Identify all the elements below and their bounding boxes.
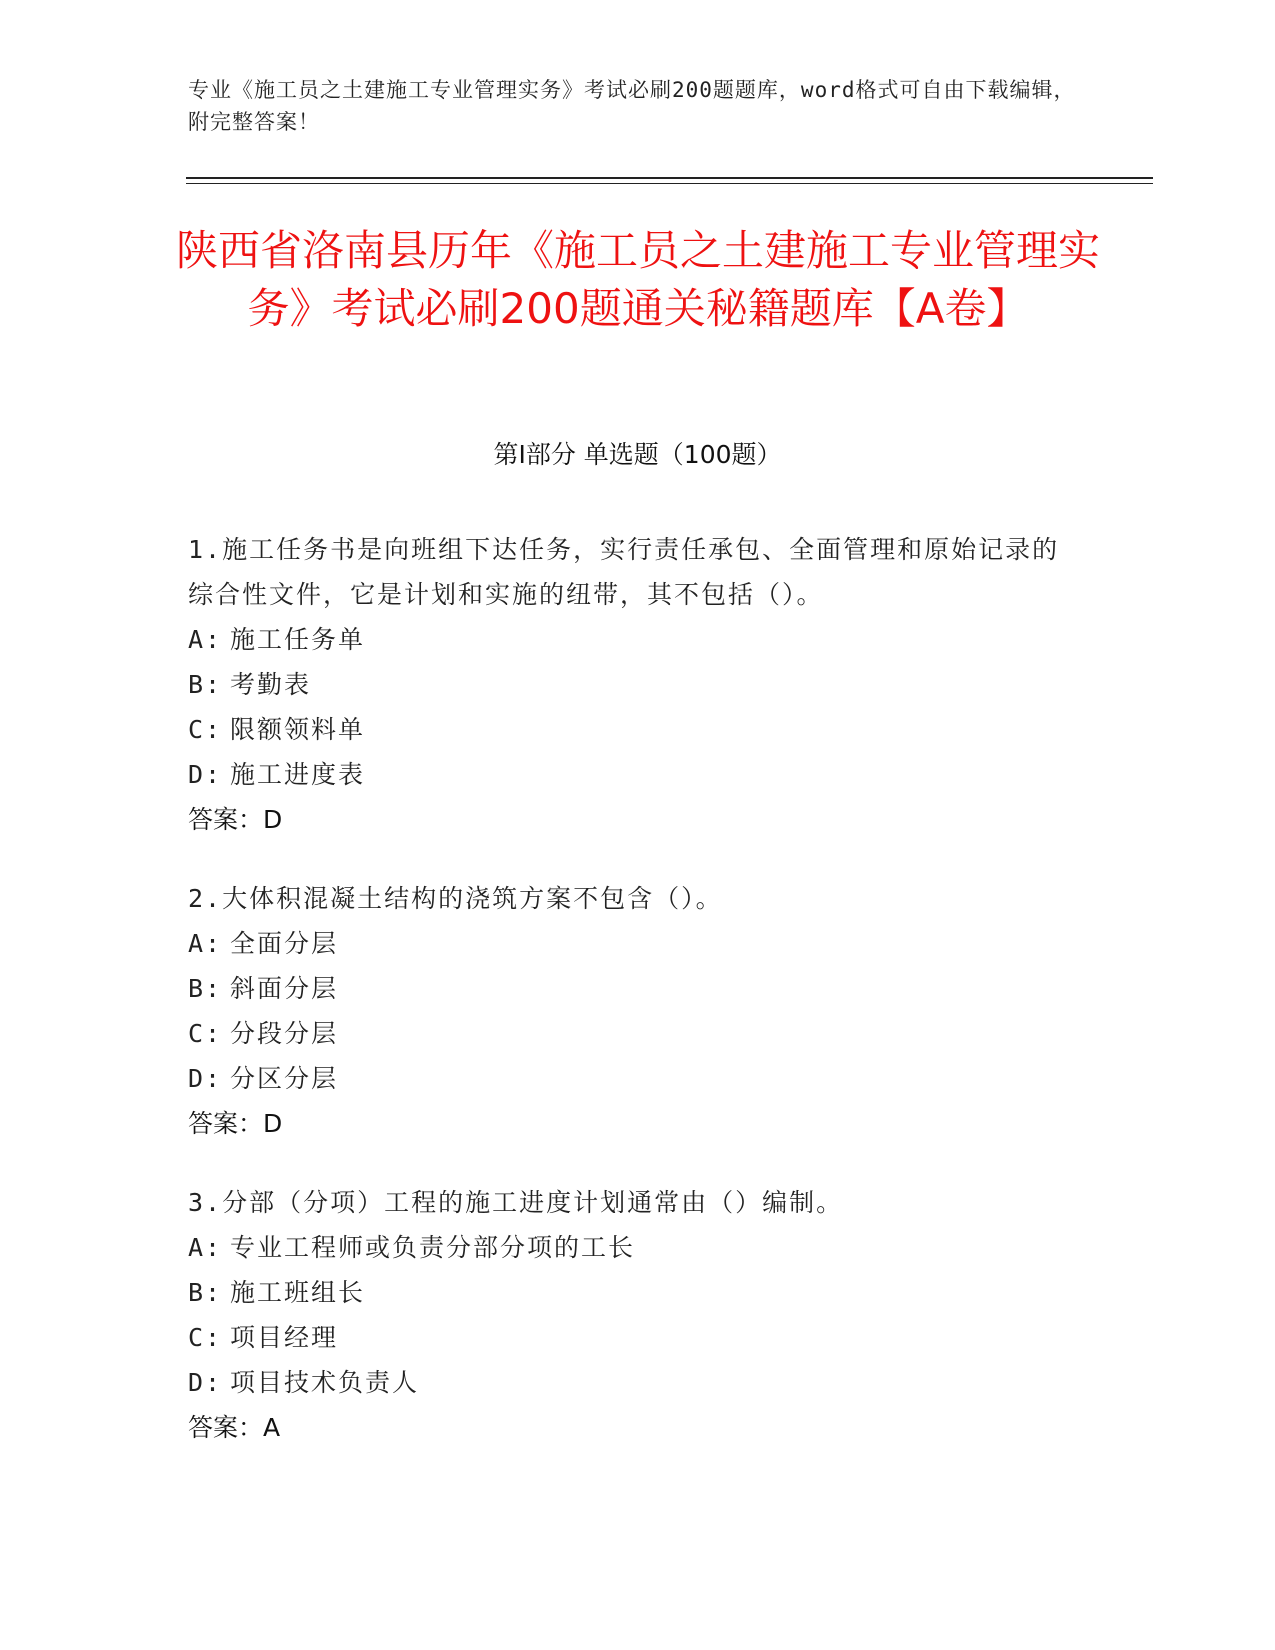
question-3: [188, 1180, 1068, 1450]
option-key: B:: [188, 1278, 223, 1307]
question-list: [188, 527, 1068, 1484]
option-b: [188, 966, 1068, 1011]
option-c: [188, 1011, 1068, 1056]
header-divider-thick: [186, 177, 1153, 179]
option-text: 施工进度表: [230, 760, 366, 789]
question-stem: 2.大体积混凝土结构的浇筑方案不包含（）。: [188, 884, 723, 913]
option-d: [188, 752, 1068, 797]
option-key: A:: [188, 1233, 223, 1262]
option-text: 施工任务单: [230, 625, 366, 654]
option-text: 项目技术负责人: [230, 1368, 420, 1397]
option-a: [188, 921, 1068, 966]
question-stem: 3.分部（分项）工程的施工进度计划通常由（）编制。: [188, 1188, 844, 1217]
option-text: 施工班组长: [230, 1278, 366, 1307]
option-text: 限额领料单: [230, 715, 366, 744]
header-divider-thin: [186, 183, 1153, 184]
option-text: 分区分层: [230, 1064, 339, 1093]
option-key: A:: [188, 625, 223, 654]
option-text: 专业工程师或负责分部分项的工长: [230, 1233, 636, 1262]
option-key: C:: [188, 1019, 223, 1048]
option-key: A:: [188, 929, 223, 958]
option-c: [188, 707, 1068, 752]
answer-line: 答案：D: [188, 805, 283, 834]
option-b: [188, 662, 1068, 707]
question-stem: 1.施工任务书是向班组下达任务，实行责任承包、全面管理和原始记录的综合性文件，它是计划和实施的纽带，其不包括（）。: [188, 535, 1060, 609]
option-text: 全面分层: [230, 929, 339, 958]
question-1: [188, 527, 1068, 842]
question-2: [188, 876, 1068, 1146]
option-text: 项目经理: [230, 1323, 339, 1352]
option-key: D:: [188, 760, 223, 789]
option-d: [188, 1056, 1068, 1101]
option-key: C:: [188, 1323, 223, 1352]
option-a: [188, 617, 1068, 662]
document-title: 陕西省洛南县历年《施工员之土建施工专业管理实务》考试必刷200题通关秘籍题库【A卷】: [175, 226, 1100, 333]
option-key: B:: [188, 670, 223, 699]
option-a: [188, 1225, 1068, 1270]
option-key: C:: [188, 715, 223, 744]
section-title: 第I部分 单选题（100题）: [493, 440, 782, 469]
answer-line: 答案：D: [188, 1109, 283, 1138]
option-key: D:: [188, 1368, 223, 1397]
option-key: D:: [188, 1064, 223, 1093]
header-note: 专业《施工员之土建施工专业管理实务》考试必刷200题题库，word格式可自由下载编辑，附完整答案！: [188, 78, 1076, 134]
answer-line: 答案：A: [188, 1413, 281, 1442]
option-text: 考勤表: [230, 670, 312, 699]
option-text: 分段分层: [230, 1019, 339, 1048]
option-c: [188, 1315, 1068, 1360]
option-key: B:: [188, 974, 223, 1003]
option-d: [188, 1360, 1068, 1405]
option-text: 斜面分层: [230, 974, 339, 1003]
option-b: [188, 1270, 1068, 1315]
